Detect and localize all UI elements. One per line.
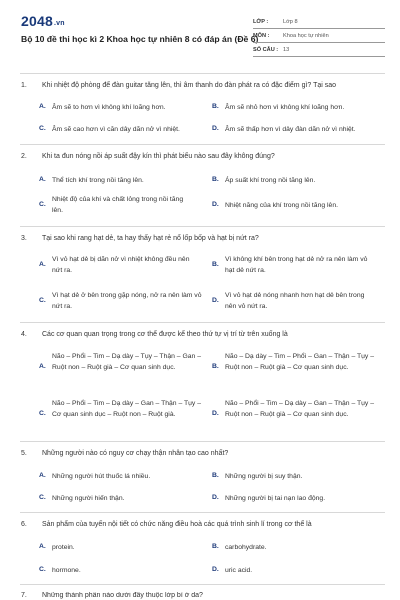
option-letter: A. <box>39 543 46 550</box>
option-letter: C. <box>39 125 46 132</box>
option-letter: C. <box>39 201 46 208</box>
answer-option[interactable] <box>212 255 387 277</box>
document-header <box>0 0 400 62</box>
option-text: Nhiệt độ của khí và chất lỏng trong nồi tăng lên. <box>52 196 184 214</box>
option-text: Vì không khí bên trong hạt dẻ nở ra nên làm vỏ hạt dẻ nứt ra. <box>225 256 368 274</box>
option-letter: B. <box>212 176 219 183</box>
answer-option[interactable] <box>39 399 209 432</box>
question <box>21 521 386 581</box>
option-letter: A. <box>39 176 46 183</box>
question-number: 1. <box>21 82 27 89</box>
option-letter: C. <box>39 566 46 573</box>
question-text: Tại sao khi rang hạt dẻ, ta hay thấy hạt rẻ nổ lốp bốp và hạt bị nứt ra? <box>42 235 259 242</box>
option-text: Nhiệt năng của khí trong nồi tăng lên. <box>225 202 338 209</box>
option-letter: B. <box>212 261 219 268</box>
option-text: Não – Dạ dày – Tim – Phổi – Gan – Thận – Tụy – Ruột non – Ruột già – Cơ quan sinh dục. <box>225 353 374 371</box>
question-number: 2. <box>21 153 27 160</box>
divider <box>20 226 385 227</box>
meta-value: 13 <box>283 46 290 53</box>
option-letter: D. <box>212 125 219 132</box>
meta-label: SỐ CÂU : <box>253 46 279 53</box>
option-text: Thể tích khí trong nồi tăng lên. <box>52 177 144 184</box>
meta-row-subject <box>253 29 385 43</box>
question-number: 4. <box>21 331 27 338</box>
option-letter: D. <box>212 410 219 417</box>
option-text: hormone. <box>52 567 81 574</box>
option-text: Những người bị suy thận. <box>225 473 303 480</box>
option-text: Những người hiến thận. <box>52 495 125 502</box>
option-text: Âm sẽ thấp hơn vì dây đàn dãn nở vì nhiệt. <box>225 126 356 133</box>
option-text: Não – Phổi – Tim – Dạ dày – Tụy – Thận – Gan – Ruột non – Ruột già – Cơ quan sinh dục. <box>52 353 201 371</box>
option-letter: B. <box>212 363 219 370</box>
answer-option[interactable] <box>39 291 209 313</box>
option-text: Vì hạt dẻ ở bên trong gặp nóng, nở ra nên làm vỏ nứt ra. <box>52 292 202 310</box>
meta-row-class <box>253 15 385 29</box>
option-text: uric acid. <box>225 567 253 574</box>
question <box>21 153 386 221</box>
question <box>21 592 386 600</box>
question-number: 3. <box>21 235 27 242</box>
answer-option[interactable] <box>212 291 387 313</box>
answer-option[interactable] <box>212 399 387 432</box>
document-title: Bộ 10 đề thi học kì 2 Khoa học tự nhiên 8 có đáp án (Đề 6) <box>21 34 259 44</box>
option-letter: A. <box>39 103 46 110</box>
divider <box>20 512 385 513</box>
question <box>21 331 386 443</box>
site-logo[interactable]: 2048.vn <box>21 13 65 29</box>
meta-value: Khoa học tự nhiên <box>283 32 329 39</box>
question-number: 6. <box>21 521 27 528</box>
question-text: Khi ta đun nóng nồi áp suất đậy kín thì phát biểu nào sau đây không đúng? <box>42 153 275 160</box>
option-letter: B. <box>212 472 219 479</box>
option-text: Vì vỏ hạt dẻ bị dãn nở vì nhiệt không đều nên nứt ra. <box>52 256 190 274</box>
answer-option[interactable] <box>39 255 209 277</box>
divider <box>20 73 385 74</box>
answer-option[interactable] <box>39 352 209 385</box>
option-letter: C. <box>39 297 46 304</box>
option-text: Âm sẽ to hơn vì không khí loãng hơn. <box>52 104 166 111</box>
question-text: Các cơ quan quan trọng trong cơ thể được kể theo thứ tự vị trí từ trên xuống là <box>42 331 288 338</box>
divider <box>20 584 385 585</box>
option-letter: B. <box>212 103 219 110</box>
question-text: Sản phẩm của tuyến nội tiết có chức năng điều hoà các quá trình sinh lí trong cơ thể là <box>42 521 312 528</box>
meta-value: Lớp 8 <box>283 18 298 25</box>
option-letter: A. <box>39 363 46 370</box>
option-letter: D. <box>212 201 219 208</box>
divider <box>20 322 385 323</box>
question <box>21 450 386 510</box>
option-letter: C. <box>39 410 46 417</box>
option-letter: B. <box>212 543 219 550</box>
option-text: protein. <box>52 544 75 551</box>
question-number: 7. <box>21 592 27 599</box>
question-text: Khi nhiệt độ phòng để đàn guitar tăng lên, thì âm thanh do đàn phát ra có đặc điểm gì? Tại sao <box>42 82 337 89</box>
answer-option[interactable] <box>212 352 387 385</box>
meta-row-count <box>253 43 385 57</box>
option-letter: A. <box>39 472 46 479</box>
document-meta <box>253 15 385 57</box>
question <box>21 235 386 325</box>
option-text: Áp suất khí trong nồi tăng lên. <box>225 177 316 184</box>
option-letter: D. <box>212 566 219 573</box>
question-text: Những thành phần nào dưới đây thuộc lớp bì ở da? <box>42 592 203 599</box>
meta-label: LỚP : <box>253 18 269 25</box>
option-text: Âm sẽ cao hơn vì căn dây dãn nở vì nhiệt. <box>52 126 180 133</box>
meta-label: MÔN : <box>253 32 270 39</box>
option-letter: C. <box>39 494 46 501</box>
question <box>21 82 386 142</box>
option-text: Vì vỏ hạt dẻ nóng nhanh hơn hạt dẻ bên trong nên vỏ nứt ra. <box>225 292 365 310</box>
option-text: Âm sẽ nhỏ hơn vì không khí loãng hơn. <box>225 104 345 111</box>
question-number: 5. <box>21 450 27 457</box>
answer-option[interactable] <box>39 195 209 217</box>
divider <box>20 441 385 442</box>
option-letter: D. <box>212 297 219 304</box>
option-text: Não – Phổi – Tim – Dạ dày – Gan – Thận – Tụy – Cơ quan sinh dục – Ruột non – Ruột già. <box>52 400 201 418</box>
question-text: Những người nào có nguy cơ chạy thận nhân tạo cao nhất? <box>42 450 229 457</box>
option-text: carbohydrate. <box>225 544 267 551</box>
option-text: Những người bị tai nạn lao động. <box>225 495 326 502</box>
option-letter: D. <box>212 494 219 501</box>
option-letter: A. <box>39 261 46 268</box>
divider <box>20 144 385 145</box>
option-text: Não – Phổi – Tim – Dạ dày – Gan – Thận – Tụy – Ruột non – Ruột già – Cơ quan sinh dục. <box>225 400 374 418</box>
option-text: Những người hút thuốc lá nhiều. <box>52 473 151 480</box>
